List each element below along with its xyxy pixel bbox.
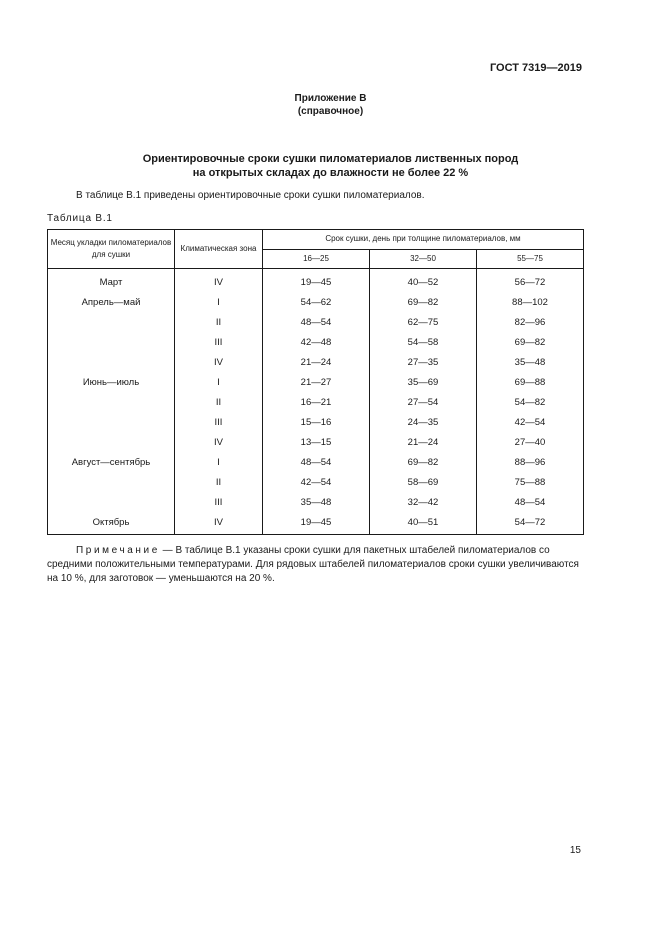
cell-month bbox=[48, 432, 175, 452]
cell-t3: 56—72 bbox=[477, 269, 584, 293]
cell-month: Август—сентябрь bbox=[48, 452, 175, 472]
header-thickness-16-25: 16—25 bbox=[263, 249, 370, 269]
cell-zone: II bbox=[175, 392, 263, 412]
cell-month: Июнь—июль bbox=[48, 372, 175, 392]
section-heading bbox=[0, 152, 661, 180]
cell-t1: 21—24 bbox=[263, 352, 370, 372]
cell-t1: 19—45 bbox=[263, 269, 370, 293]
header-zone: Климатическая зона bbox=[175, 230, 263, 269]
cell-zone: IV bbox=[175, 352, 263, 372]
page-number: 15 bbox=[569, 845, 581, 856]
table-row bbox=[48, 312, 584, 332]
cell-t2: 21—24 bbox=[370, 432, 477, 452]
cell-zone: II bbox=[175, 472, 263, 492]
standard-designation: ГОСТ 7319—2019 bbox=[489, 62, 582, 74]
cell-t1: 13—15 bbox=[263, 432, 370, 452]
note-text: — В таблице В.1 указаны сроки сушки для пакетных штабелей пиломатериалов со средними положительными температурами. Для рядовых штабелей пиломатериалов сроки сушки увеличиваются на 10 %, для заготовок — уменьшаются на 20 %. bbox=[47, 545, 579, 584]
cell-zone: IV bbox=[175, 432, 263, 452]
cell-t1: 19—45 bbox=[263, 512, 370, 535]
note-indent bbox=[47, 545, 76, 556]
table-row bbox=[48, 292, 584, 312]
cell-t3: 27—40 bbox=[477, 432, 584, 452]
cell-month bbox=[48, 352, 175, 372]
header-thickness-55-75: 55—75 bbox=[477, 249, 584, 269]
cell-t2: 32—42 bbox=[370, 492, 477, 512]
cell-zone: III bbox=[175, 412, 263, 432]
table-row bbox=[48, 472, 584, 492]
table-caption: Таблица В.1 bbox=[47, 213, 113, 224]
cell-t2: 58—69 bbox=[370, 472, 477, 492]
cell-t1: 54—62 bbox=[263, 292, 370, 312]
table-row bbox=[48, 452, 584, 472]
heading-line-2: на открытых складах до влажности не более 22 % bbox=[192, 167, 469, 179]
cell-month: Октябрь bbox=[48, 512, 175, 535]
note-label: Примечание bbox=[76, 545, 160, 556]
table-row bbox=[48, 432, 584, 452]
cell-month: Апрель—май bbox=[48, 292, 175, 312]
cell-zone: II bbox=[175, 312, 263, 332]
cell-month bbox=[48, 332, 175, 352]
cell-t2: 27—35 bbox=[370, 352, 477, 372]
intro-paragraph: В таблице В.1 приведены ориентировочные сроки сушки пиломатериалов. bbox=[76, 190, 425, 201]
cell-t2: 27—54 bbox=[370, 392, 477, 412]
cell-t3: 42—54 bbox=[477, 412, 584, 432]
cell-t2: 40—52 bbox=[370, 269, 477, 293]
cell-zone: I bbox=[175, 452, 263, 472]
cell-t2: 24—35 bbox=[370, 412, 477, 432]
cell-t3: 75—88 bbox=[477, 472, 584, 492]
table-note bbox=[47, 544, 583, 586]
cell-t1: 48—54 bbox=[263, 312, 370, 332]
cell-t3: 54—72 bbox=[477, 512, 584, 535]
cell-t1: 42—54 bbox=[263, 472, 370, 492]
table-row bbox=[48, 352, 584, 372]
cell-zone: III bbox=[175, 492, 263, 512]
cell-zone: I bbox=[175, 292, 263, 312]
cell-t3: 54—82 bbox=[477, 392, 584, 412]
cell-t1: 48—54 bbox=[263, 452, 370, 472]
cell-zone: I bbox=[175, 372, 263, 392]
header-month: Месяц укладки пиломатериалов для сушки bbox=[48, 230, 175, 269]
cell-t3: 88—96 bbox=[477, 452, 584, 472]
appendix-subtitle: (справочное) bbox=[297, 106, 364, 117]
cell-t1: 42—48 bbox=[263, 332, 370, 352]
cell-t1: 21—27 bbox=[263, 372, 370, 392]
heading-line-1: Ориентировочные сроки сушки пиломатериалов лиственных пород bbox=[142, 153, 519, 165]
cell-month bbox=[48, 392, 175, 412]
cell-month bbox=[48, 492, 175, 512]
cell-t2: 40—51 bbox=[370, 512, 477, 535]
cell-t2: 54—58 bbox=[370, 332, 477, 352]
cell-t2: 69—82 bbox=[370, 452, 477, 472]
table-row bbox=[48, 392, 584, 412]
cell-t3: 69—82 bbox=[477, 332, 584, 352]
table-row bbox=[48, 332, 584, 352]
table-row bbox=[48, 512, 584, 535]
cell-month bbox=[48, 472, 175, 492]
cell-month bbox=[48, 312, 175, 332]
cell-t1: 35—48 bbox=[263, 492, 370, 512]
table-row bbox=[48, 492, 584, 512]
table-row bbox=[48, 269, 584, 293]
cell-t2: 35—69 bbox=[370, 372, 477, 392]
table-row bbox=[48, 412, 584, 432]
cell-t3: 48—54 bbox=[477, 492, 584, 512]
drying-terms-table bbox=[47, 229, 584, 535]
cell-month: Март bbox=[48, 269, 175, 293]
cell-t3: 82—96 bbox=[477, 312, 584, 332]
appendix-title: Приложение В bbox=[294, 93, 367, 104]
cell-zone: IV bbox=[175, 269, 263, 293]
cell-t3: 88—102 bbox=[477, 292, 584, 312]
cell-t3: 69—88 bbox=[477, 372, 584, 392]
cell-zone: IV bbox=[175, 512, 263, 535]
table-body bbox=[48, 269, 584, 535]
cell-zone: III bbox=[175, 332, 263, 352]
cell-t3: 35—48 bbox=[477, 352, 584, 372]
table-row bbox=[48, 372, 584, 392]
cell-t1: 15—16 bbox=[263, 412, 370, 432]
appendix-header bbox=[0, 92, 661, 118]
header-thickness-32-50: 32—50 bbox=[370, 249, 477, 269]
cell-t2: 69—82 bbox=[370, 292, 477, 312]
header-drying-term: Срок сушки, день при толщине пиломатериалов, мм bbox=[263, 230, 584, 250]
cell-month bbox=[48, 412, 175, 432]
cell-t1: 16—21 bbox=[263, 392, 370, 412]
cell-t2: 62—75 bbox=[370, 312, 477, 332]
